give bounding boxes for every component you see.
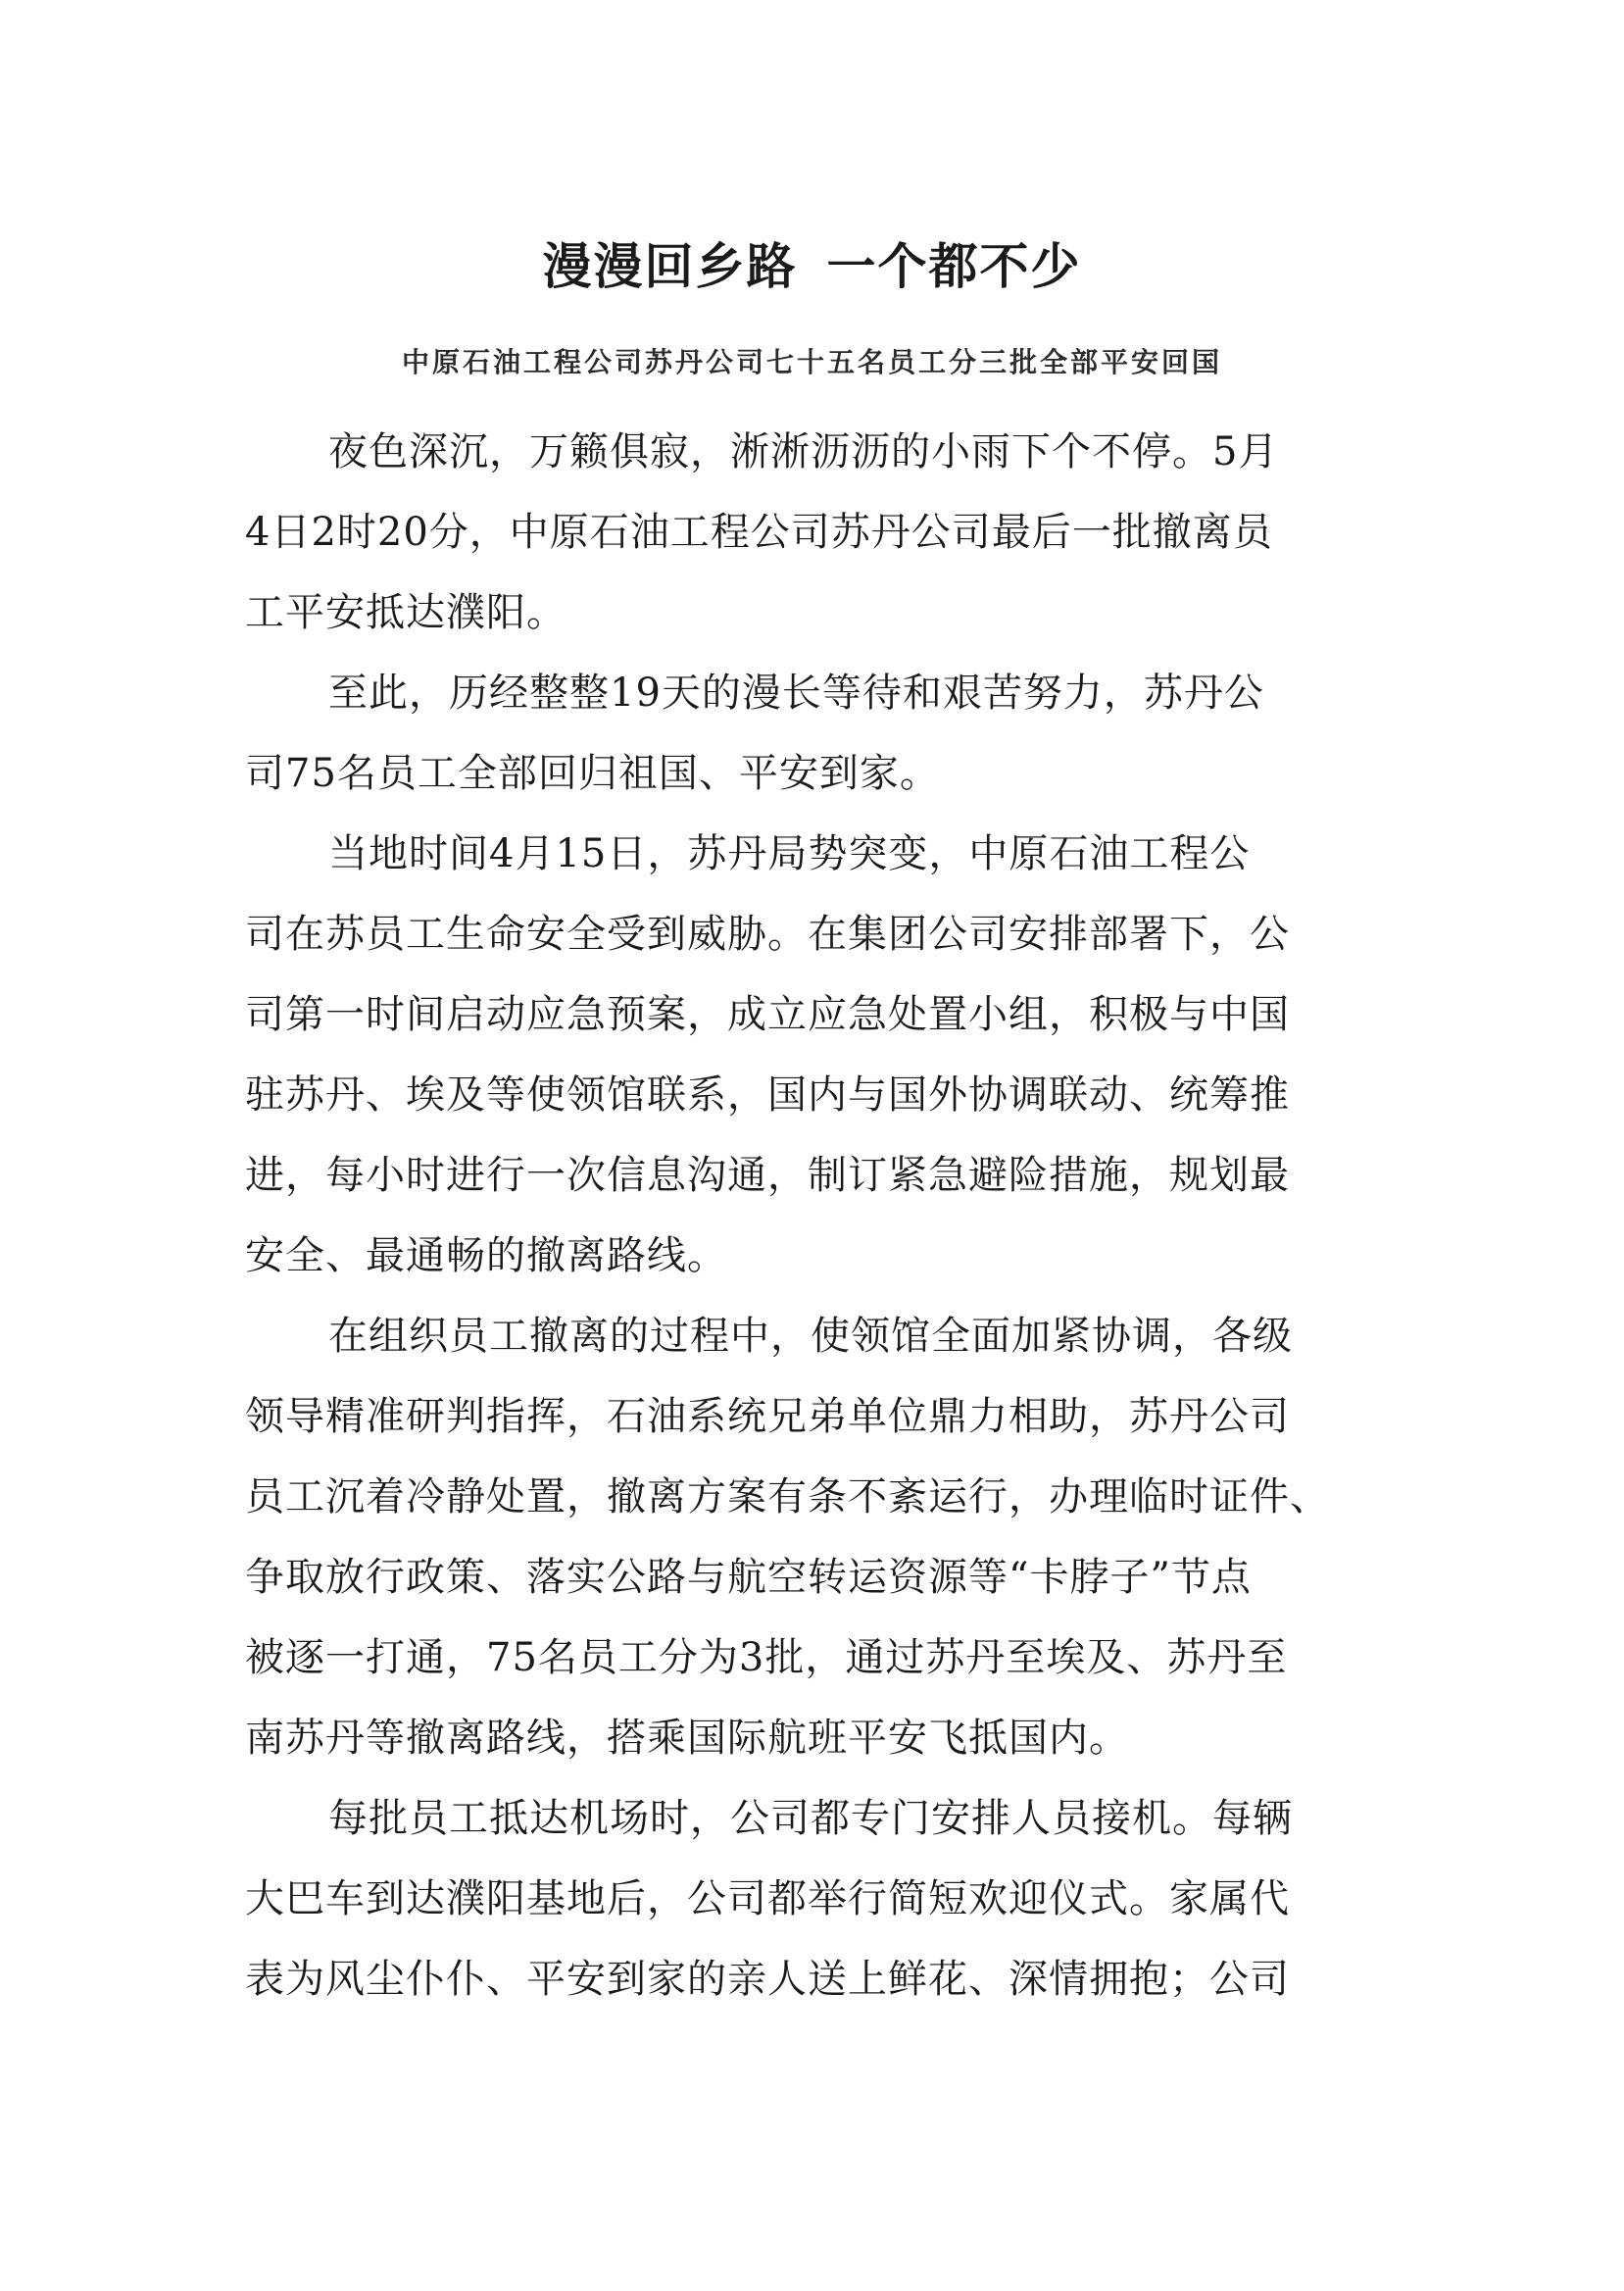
paragraph <box>245 653 1382 814</box>
text-line: 驻苏丹、埃及等使领馆联系，国内与国外协调联动、统筹推 <box>245 1072 1290 1118</box>
text-line: 4日2时20分，中原石油工程公司苏丹公司最后一批撤离员 <box>245 510 1273 555</box>
paragraph <box>245 1296 1382 1778</box>
text-line: 司第一时间启动应急预案，成立应急处置小组，积极与中国 <box>245 992 1290 1037</box>
text-line: 争取放行政策、落实公路与航空转运资源等“卡脖子”节点 <box>245 1555 1252 1600</box>
text-line: 南苏丹等撤离路线，搭乘国际航班平安飞抵国内。 <box>245 1716 1129 1761</box>
text-line: 在组织员工撤离的过程中，使领馆全面加紧协调，各级 <box>328 1314 1293 1359</box>
paragraph <box>245 814 1382 1296</box>
text-line: 至此，历经整整19天的漫长等待和艰苦努力，苏丹公 <box>328 671 1264 716</box>
article-body <box>245 412 1382 2019</box>
text-line: 当地时间4月15日，苏丹局势突变，中原石油工程公 <box>328 831 1251 876</box>
text-line: 工平安抵达濮阳。 <box>245 590 566 635</box>
title-part-1: 漫漫回乡路 <box>542 237 798 295</box>
title-part-2: 一个都不少 <box>826 237 1082 295</box>
text-line: 司在苏员工生命安全受到威胁。在集团公司安排部署下，公 <box>245 912 1290 957</box>
text-line: 每批员工抵达机场时，公司都专门安排人员接机。每辆 <box>328 1796 1293 1841</box>
text-line: 员工沉着冷静处置，撤离方案有条不紊运行，办理临时证件、 <box>245 1474 1330 1519</box>
text-line: 夜色深沉，万籁俱寂，淅淅沥沥的小雨下个不停。5月 <box>328 429 1279 474</box>
page-subtitle: 中原石油工程公司苏丹公司七十五名员工分三批全部平安回国 <box>401 346 1222 378</box>
page-title <box>0 227 1624 306</box>
paragraph <box>245 1778 1382 2019</box>
text-line: 被逐一打通，75名员工分为3批，通过苏丹至埃及、苏丹至 <box>245 1635 1288 1680</box>
text-line: 表为风尘仆仆、平安到家的亲人送上鲜花、深情拥抱；公司 <box>245 1957 1290 2002</box>
paragraph <box>245 412 1382 653</box>
text-line: 进，每小时进行一次信息沟通，制订紧急避险措施，规划最 <box>245 1153 1290 1198</box>
text-line: 司75名员工全部回归祖国、平安到家。 <box>245 751 940 796</box>
text-line: 安全、最通畅的撤离路线。 <box>245 1233 727 1278</box>
text-line: 领导精准研判指挥，石油系统兄弟单位鼎力相助，苏丹公司 <box>245 1394 1290 1439</box>
text-line: 大巴车到达濮阳基地后，公司都举行简短欢迎仪式。家属代 <box>245 1876 1290 1921</box>
